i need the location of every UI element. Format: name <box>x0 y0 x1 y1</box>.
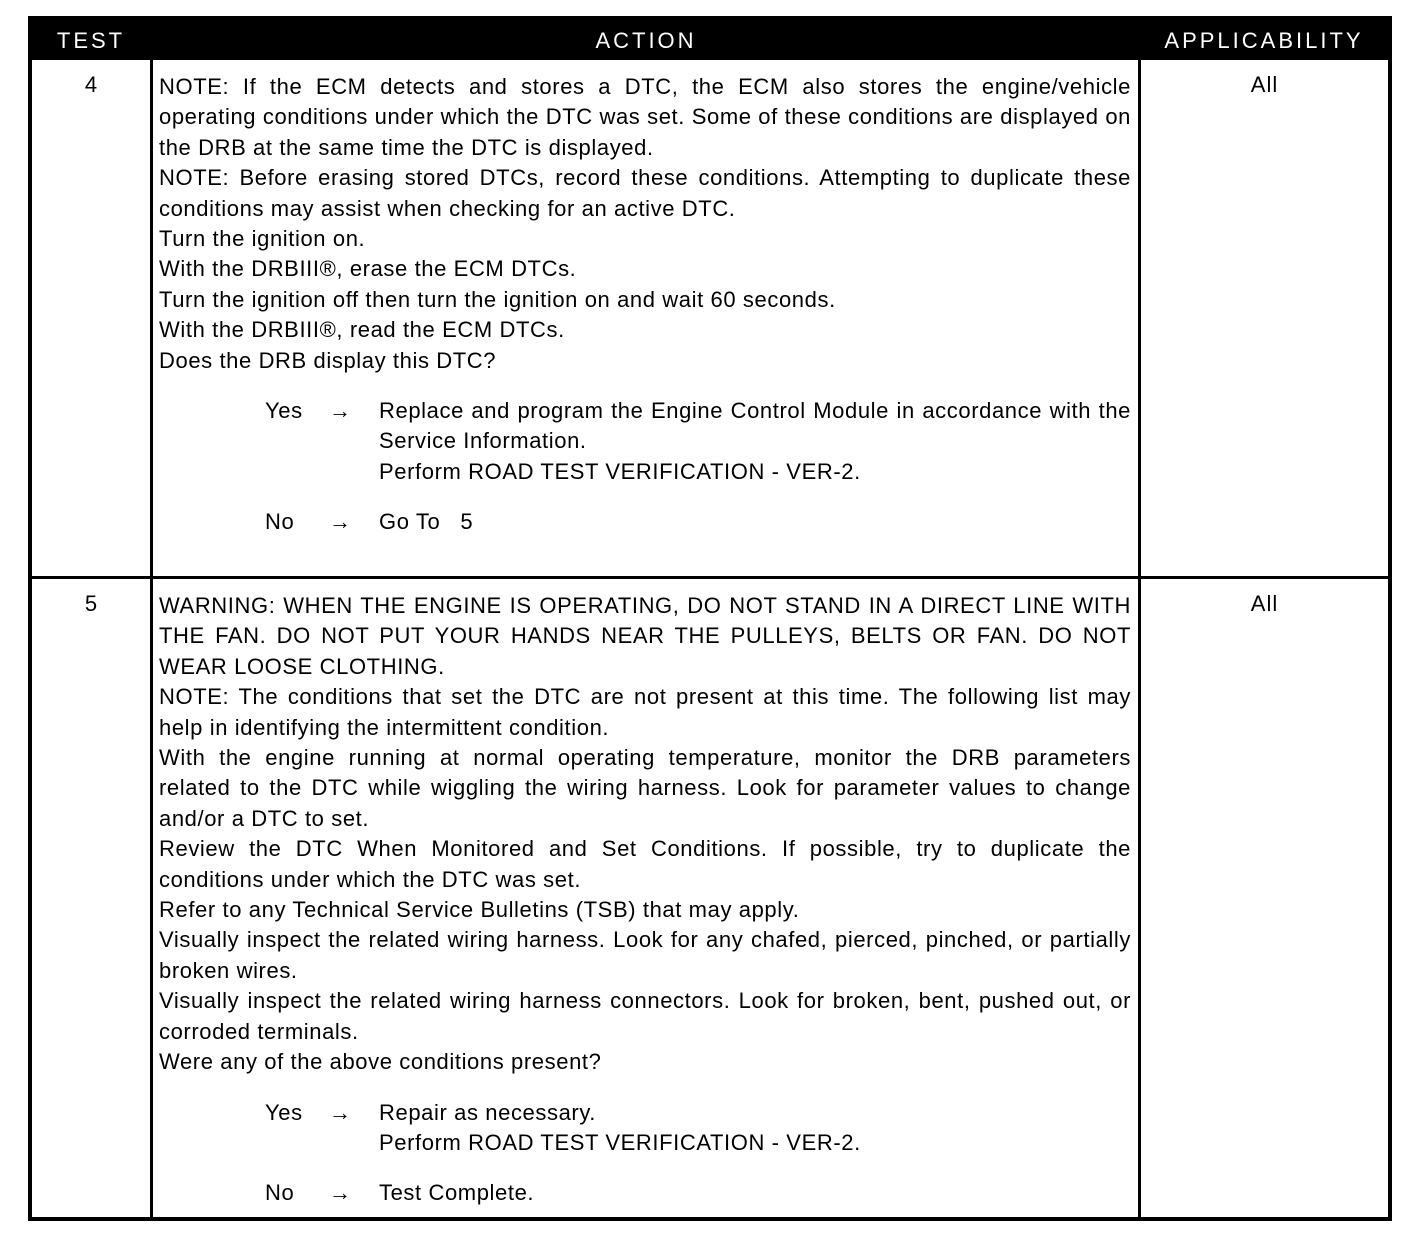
diagnostic-table <box>28 16 1392 1221</box>
outcome-text: Perform ROAD TEST VERIFICATION - VER-2. <box>379 458 861 484</box>
table-row-test-4 <box>32 60 1388 576</box>
header-applicability: APPLICABILITY <box>1164 28 1364 53</box>
outcome-text: Test Complete. <box>379 1180 535 1206</box>
step-line: Turn the ignition on. <box>159 226 366 252</box>
note-paragraph: NOTE: The conditions that set the DTC are not present at this time. The following list may help in identifying the intermittent condition. <box>159 684 1131 740</box>
right-arrow-icon: → <box>329 509 352 535</box>
step-line: With the DRBIII®, erase the ECM DTCs. <box>159 256 577 282</box>
step-paragraph: Visually inspect the related wiring harness. Look for any chafed, pierced, pinched, or partially broken wires. <box>159 927 1131 983</box>
table-header <box>32 20 1388 60</box>
question-line: Does the DRB display this DTC? <box>159 347 497 373</box>
action-cell <box>159 591 1131 1209</box>
no-label: No <box>265 509 295 535</box>
outcome-yes <box>159 396 1131 487</box>
outcome-text: Repair as necessary. <box>379 1099 597 1125</box>
step-paragraph: Visually inspect the related wiring harness connectors. Look for broken, bent, pushed out, or corroded terminals. <box>159 988 1131 1044</box>
yes-label: Yes <box>265 1099 303 1125</box>
outcome-no <box>159 507 1131 537</box>
outcome-yes <box>159 1098 1131 1159</box>
test-number: 5 <box>84 591 98 616</box>
warning-paragraph: WARNING: WHEN THE ENGINE IS OPERATING, DO NOT STAND IN A DIRECT LINE WITH THE FAN. DO NOT PUT YOUR HANDS NEAR THE PULLEYS, BELTS OR FAN. DO NOT WEAR LOOSE CLOTHING. <box>159 593 1131 679</box>
applicability-value: All <box>1250 591 1279 616</box>
step-paragraph: With the engine running at normal operating temperature, monitor the DRB parameters related to the DTC while wiggling the wiring harness. Look for parameter values to change and/or a DTC to set. <box>159 745 1131 831</box>
outcome-text: Go To 5 <box>379 509 474 535</box>
applicability-value: All <box>1250 72 1279 97</box>
question-line: Were any of the above conditions present? <box>159 1049 602 1075</box>
header-test: TEST <box>56 28 126 53</box>
test-number: 4 <box>84 72 98 97</box>
outcome-no <box>159 1178 1131 1208</box>
action-cell <box>159 72 1131 538</box>
note-paragraph: NOTE: Before erasing stored DTCs, record these conditions. Attempting to duplicate these conditions may assist when checking for an active DTC. <box>159 165 1131 221</box>
step-line: Refer to any Technical Service Bulletins (TSB) that may apply. <box>159 897 800 923</box>
yes-label: Yes <box>265 398 303 424</box>
right-arrow-icon: → <box>329 1180 352 1206</box>
right-arrow-icon: → <box>329 398 352 424</box>
table-row-test-5 <box>32 579 1388 1221</box>
header-action: ACTION <box>595 28 697 53</box>
step-line: With the DRBIII®, read the ECM DTCs. <box>159 317 565 343</box>
note-paragraph: NOTE: If the ECM detects and stores a DTC, the ECM also stores the engine/vehicle operating conditions under which the DTC was set. Some of these conditions are displayed on the DRB at the same time the DTC is displayed. <box>159 74 1131 160</box>
step-paragraph: Review the DTC When Monitored and Set Conditions. If possible, try to duplicate the conditions under which the DTC was set. <box>159 836 1131 892</box>
outcome-text: Replace and program the Engine Control Module in accordance with the Service Information. <box>379 398 1131 454</box>
step-line: Turn the ignition off then turn the ignition on and wait 60 seconds. <box>159 286 836 312</box>
outcome-text: Perform ROAD TEST VERIFICATION - VER-2. <box>379 1129 861 1155</box>
right-arrow-icon: → <box>329 1099 352 1125</box>
no-label: No <box>265 1180 295 1206</box>
